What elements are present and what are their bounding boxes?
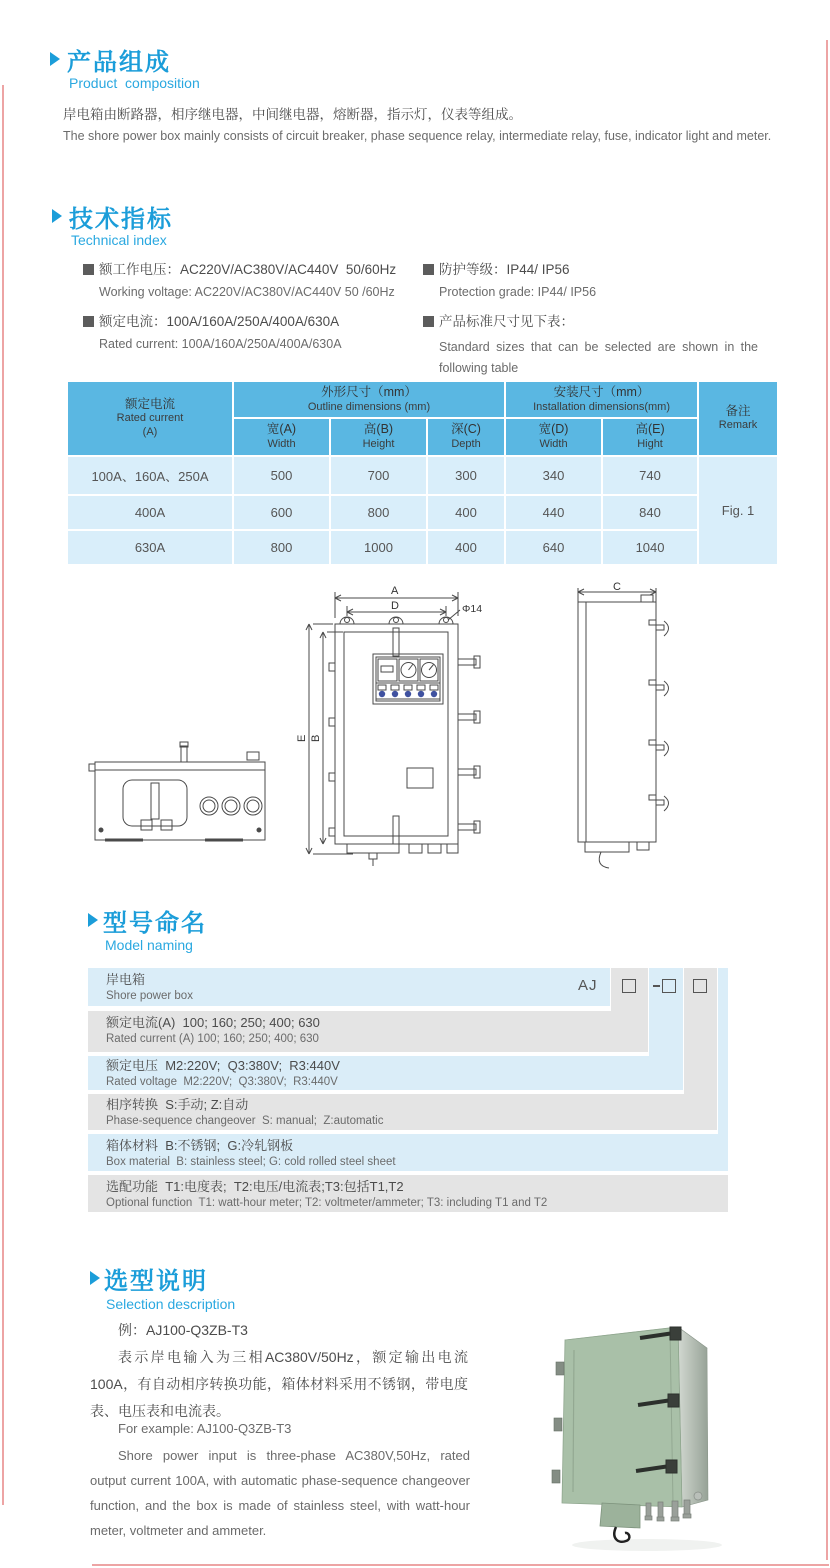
model-code-dash: [653, 985, 660, 987]
model-code-box: [693, 979, 707, 993]
th-height-b: 高(B) Height: [331, 419, 426, 454]
th-width-d: 宽(D) Width: [506, 419, 601, 454]
model-row-rated-current: 额定电流(A) 100; 160; 250; 400; 630 Rated current (A) 100; 160; 250; 400; 630: [88, 1011, 648, 1052]
spec-cn-text: 防护等级：IP44/ IP56: [439, 262, 570, 277]
section2-title-en: Technical index: [71, 232, 167, 248]
crop-mark-left: [2, 85, 4, 1505]
selection-body-cn: 表示岸电输入为三相AC380V/50Hz，额定输出电流100A，有自动相序转换功能，箱体材料采用不锈钢，带电度表、电压表和电流表。: [90, 1349, 468, 1419]
model-prefix: AJ: [578, 977, 598, 994]
dim-label-d: D: [391, 600, 399, 612]
dim-label-a: A: [391, 585, 399, 597]
model-naming-table: [88, 968, 728, 1214]
section1-body-en: The shore power box mainly consists of circuit breaker, phase sequence relay, intermediate relay, fuse, indicator light and meter.: [63, 129, 772, 143]
spec-en-text: Rated current: 100A/160A/250A/400A/630A: [99, 337, 342, 351]
model-row-box-material: 箱体材料 B:不锈钢; G:冷轧钢板 Box material B: stainless steel; G: cold rolled steel sheet: [88, 1134, 728, 1171]
crop-mark-right: [826, 40, 828, 1560]
front-view: [329, 617, 480, 866]
product-photo: [542, 1300, 810, 1562]
spec-working-voltage: [83, 258, 423, 299]
table-row: 100A、160A、250A 500 700 300 340 740 Fig. 1: [68, 457, 777, 494]
spec-cn-text: 额工作电压：AC220V/AC380V/AC440V 50/60Hz: [99, 262, 397, 277]
dim-label-e: E: [296, 734, 308, 742]
shore-power-box-photo: [552, 1327, 722, 1551]
dim-label-dia: Φ14: [462, 603, 483, 615]
th-width-a: 宽(A) Width: [234, 419, 329, 454]
table-row: 630A 800 1000 400 640 1040: [68, 531, 777, 564]
section1-body-cn: 岸电箱由断路器，相序继电器，中间继电器，熔断器，指示灯，仪表等组成。: [63, 107, 522, 122]
section1-title-cn: 产品组成: [67, 49, 171, 76]
model-row-optional-function: 选配功能 T1:电度表; T2:电压/电流表;T3:包括T1,T2 Optional function T1: watt-hour meter; T2: voltmeter/ammeter; T3: including T1 and T2: [88, 1175, 728, 1212]
model-code-box: [622, 979, 636, 993]
spec-protection-grade: [423, 258, 763, 299]
spec-rated-current: [83, 310, 423, 351]
bullet-square: [83, 264, 94, 275]
th-hight-e: 高(E) Hight: [603, 419, 697, 454]
table-row: 400A 600 800 400 440 840: [68, 496, 777, 529]
selection-example-cn: 例：AJ100-Q3ZB-T3: [118, 1322, 248, 1338]
spec-standard-sizes: [423, 310, 762, 378]
bullet-square: [423, 316, 434, 327]
dim-label-c: C: [613, 582, 621, 593]
section-arrow-icon: [88, 913, 98, 927]
model-row-shore-power-box: 岸电箱 Shore power box: [88, 968, 610, 1006]
spec-cn-text: 产品标准尺寸见下表：: [439, 314, 574, 329]
section-arrow-icon: [50, 52, 60, 66]
model-code-box: [662, 979, 676, 993]
crop-mark-bottom: [92, 1564, 829, 1566]
th-depth-c: 深(C) Depth: [428, 419, 504, 454]
bullet-square: [423, 264, 434, 275]
spec-en-text: Standard sizes that can be selected are shown in the following table: [439, 340, 762, 375]
section-arrow-icon: [52, 209, 62, 223]
bottom-view: [89, 742, 265, 840]
model-row-phase-sequence: 相序转换 S:手动; Z:自动 Phase-sequence changeover S: manual; Z:automatic: [88, 1094, 717, 1130]
spec-en-text: Working voltage: AC220V/AC380V/AC440V 50 /60Hz: [99, 285, 395, 299]
technical-drawing: [85, 582, 705, 882]
model-title-en: Model naming: [105, 937, 193, 953]
selection-body-en: Shore power input is three-phase AC380V,50Hz, rated output current 100A, with automatic phase-sequence changeover function, and the box is made of stainless steel, with watt-hour meter, voltmeter and ammeter.: [90, 1448, 470, 1538]
spec-en-text: Protection grade: IP44/ IP56: [439, 285, 597, 299]
section-arrow-icon: [90, 1271, 100, 1285]
hinge: [552, 1362, 564, 1483]
section2-title-cn: 技术指标: [69, 206, 173, 233]
th-outline-dimensions: 外形尺寸（mm） Outline dimensions (mm): [234, 382, 504, 417]
dimension-table: [66, 380, 779, 566]
model-title-cn: 型号命名: [103, 910, 207, 937]
side-view: [578, 588, 669, 868]
selection-example-en: For example: AJ100-Q3ZB-T3: [118, 1421, 292, 1436]
selection-title-en: Selection description: [106, 1296, 236, 1312]
dim-label-b: B: [310, 734, 322, 742]
indicator-lights: [378, 685, 438, 697]
bullet-square: [83, 316, 94, 327]
spec-cn-text: 额定电流：100A/160A/250A/400A/630A: [99, 314, 340, 329]
th-installation-dimensions: 安装尺寸（mm） Installation dimensions(mm): [506, 382, 697, 417]
selection-title-cn: 选型说明: [104, 1268, 208, 1295]
section1-title-en: Product composition: [69, 75, 200, 91]
model-row-rated-voltage: 额定电压 M2:220V; Q3:380V; R3:440V Rated voltage M2:220V; Q3:380V; R3:440V: [88, 1056, 683, 1090]
remark-cell: Fig. 1: [699, 457, 777, 564]
th-remark: 备注 Remark: [699, 382, 777, 455]
th-rated-current: 额定电流 Rated current (A): [68, 382, 232, 455]
